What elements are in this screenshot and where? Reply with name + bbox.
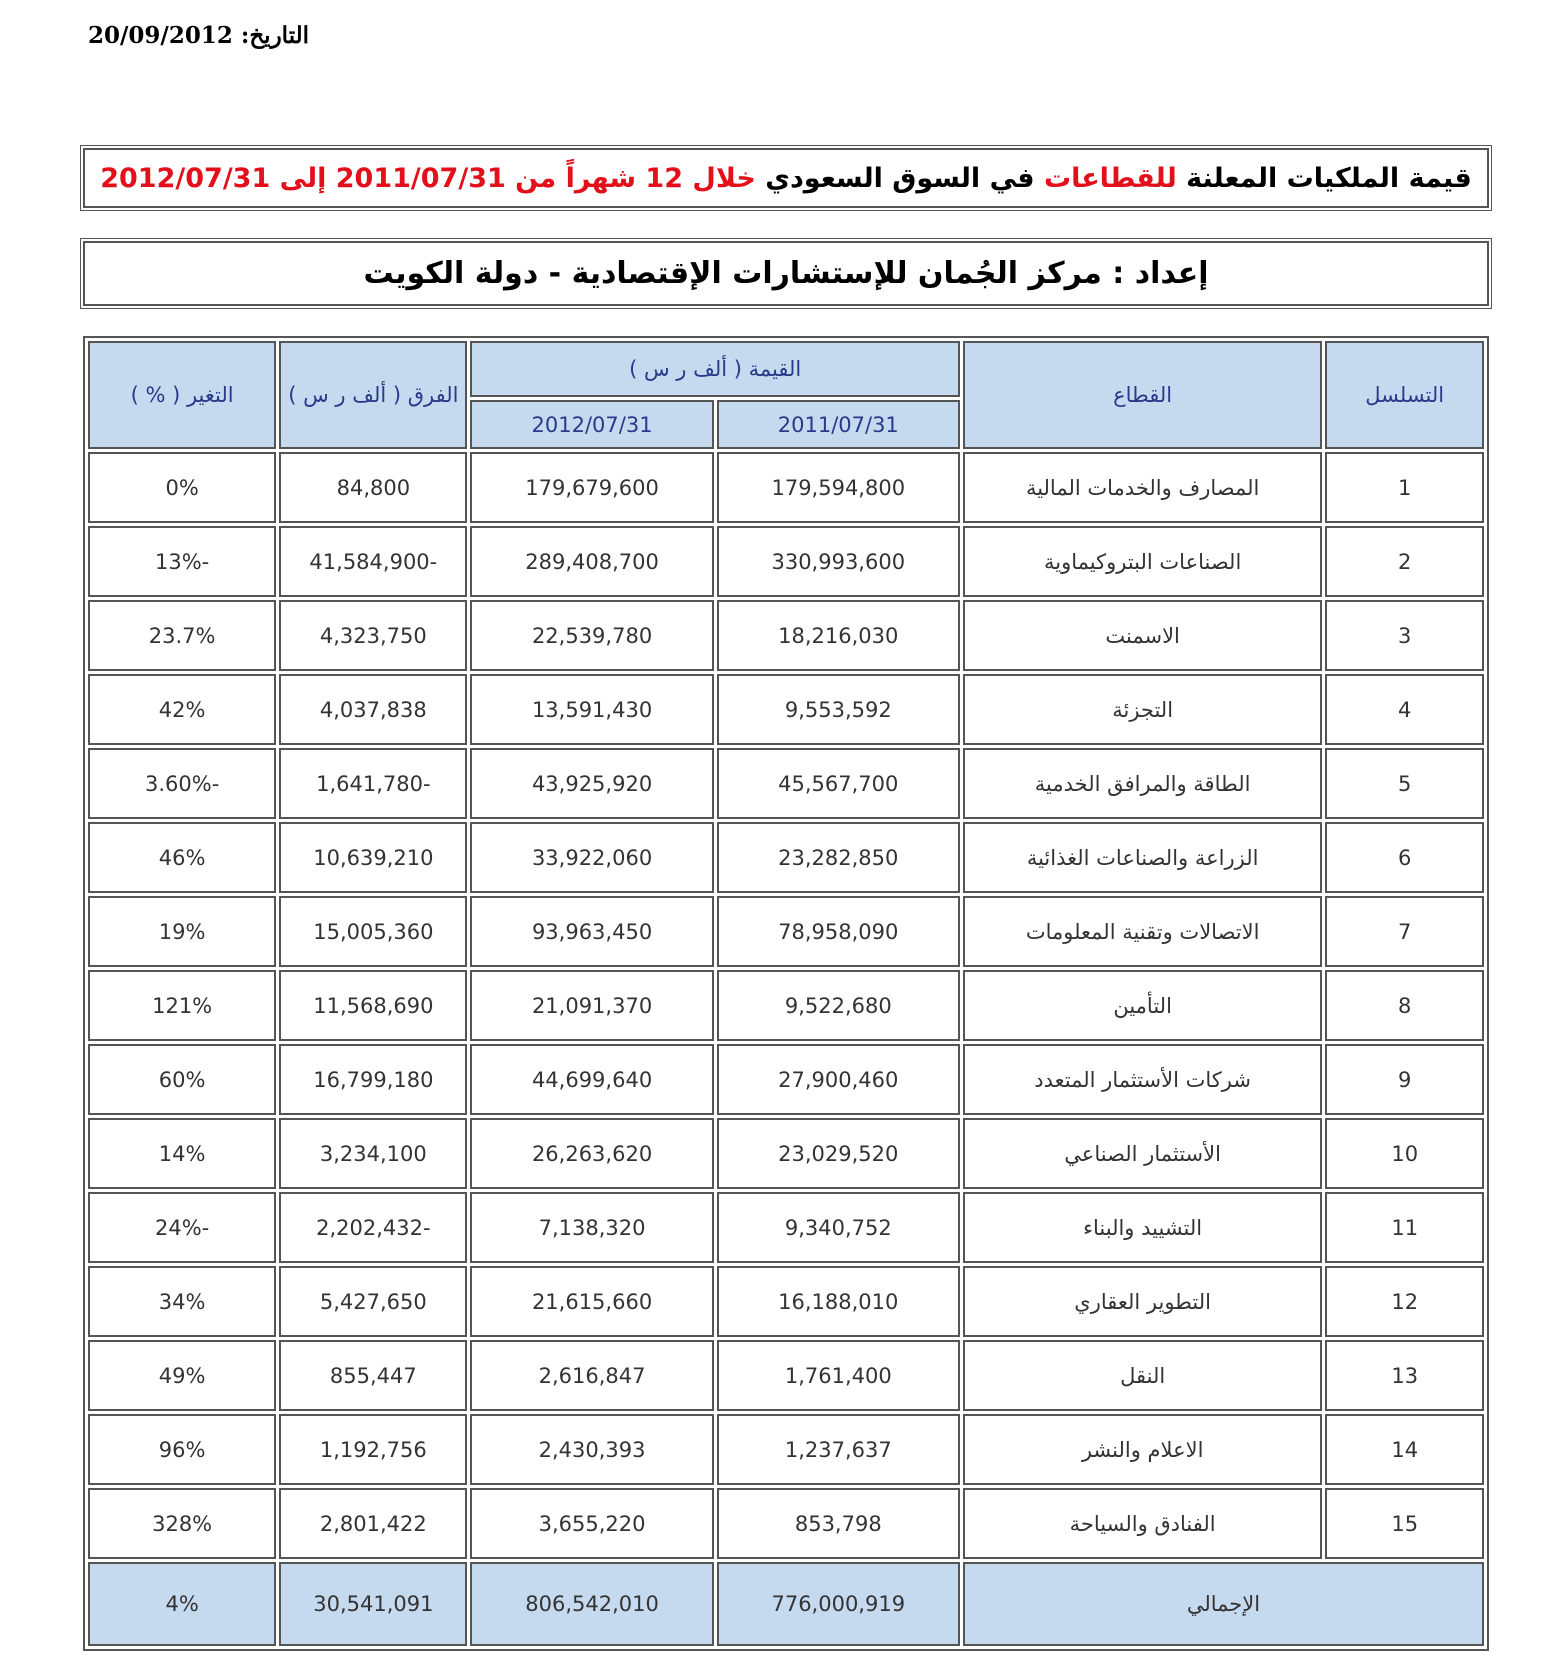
- cell-seq: 6: [1325, 822, 1484, 893]
- cell-diff: 2,801,422: [279, 1488, 467, 1559]
- cell-diff: 84,800: [279, 452, 467, 523]
- cell-seq: 13: [1325, 1340, 1484, 1411]
- header-diff: الفرق ( ألف ر س ): [279, 341, 467, 449]
- cell-value-2011: 16,188,010: [717, 1266, 960, 1337]
- cell-change: 42%: [88, 674, 276, 745]
- table-row: [88, 822, 1484, 893]
- cell-value-2011: 9,522,680: [717, 970, 960, 1041]
- cell-value-2012: 44,699,640: [470, 1044, 713, 1115]
- cell-sector: التأمين: [963, 970, 1323, 1041]
- cell-seq: 9: [1325, 1044, 1484, 1115]
- cell-diff: 11,568,690: [279, 970, 467, 1041]
- cell-change: 0%: [88, 452, 276, 523]
- table-row: [88, 970, 1484, 1041]
- cell-seq: 5: [1325, 748, 1484, 819]
- cell-seq: 4: [1325, 674, 1484, 745]
- report-date: التاريخ: 20/09/2012: [88, 22, 310, 49]
- total-diff: 30,541,091: [279, 1562, 467, 1646]
- header-value: القيمة ( ألف ر س ): [470, 341, 959, 397]
- cell-value-2011: 78,958,090: [717, 896, 960, 967]
- cell-diff: 855,447: [279, 1340, 467, 1411]
- cell-seq: 3: [1325, 600, 1484, 671]
- cell-value-2012: 2,430,393: [470, 1414, 713, 1485]
- cell-value-2011: 9,340,752: [717, 1192, 960, 1263]
- cell-value-2011: 1,761,400: [717, 1340, 960, 1411]
- title-part-1: قيمة الملكيات المعلنة: [1176, 162, 1472, 194]
- cell-value-2011: 45,567,700: [717, 748, 960, 819]
- table-row: [88, 1192, 1484, 1263]
- table-row: [88, 748, 1484, 819]
- cell-sector: النقل: [963, 1340, 1323, 1411]
- cell-value-2012: 13,591,430: [470, 674, 713, 745]
- cell-value-2012: 3,655,220: [470, 1488, 713, 1559]
- cell-sector: الزراعة والصناعات الغذائية: [963, 822, 1323, 893]
- cell-sector: الأستثمار الصناعي: [963, 1118, 1323, 1189]
- total-change: 4%: [88, 1562, 276, 1646]
- cell-diff: 10,639,210: [279, 822, 467, 893]
- total-label: الإجمالي: [963, 1562, 1484, 1646]
- header-change: التغير ( % ): [88, 341, 276, 449]
- cell-value-2011: 9,553,592: [717, 674, 960, 745]
- table-row: [88, 1118, 1484, 1189]
- cell-sector: الطاقة والمرافق الخدمية: [963, 748, 1323, 819]
- cell-change: 60%: [88, 1044, 276, 1115]
- title-part-2: للقطاعات: [1043, 162, 1177, 194]
- cell-change: -24%: [88, 1192, 276, 1263]
- cell-seq: 11: [1325, 1192, 1484, 1263]
- cell-value-2012: 179,679,600: [470, 452, 713, 523]
- cell-seq: 7: [1325, 896, 1484, 967]
- cell-diff: 3,234,100: [279, 1118, 467, 1189]
- cell-sector: الاتصالات وتقنية المعلومات: [963, 896, 1323, 967]
- prepared-by-banner: [83, 241, 1489, 306]
- cell-change: 34%: [88, 1266, 276, 1337]
- cell-seq: 1: [1325, 452, 1484, 523]
- header-date-2012: 2012/07/31: [470, 400, 713, 449]
- title-part-4: خلال 12 شهراً من 2011/07/31 إلى 2012/07/31: [100, 162, 756, 194]
- cell-value-2012: 21,091,370: [470, 970, 713, 1041]
- cell-change: 19%: [88, 896, 276, 967]
- cell-change: 121%: [88, 970, 276, 1041]
- cell-diff: -2,202,432: [279, 1192, 467, 1263]
- table-row: [88, 1488, 1484, 1559]
- header-seq: التسلسل: [1325, 341, 1484, 449]
- total-2011: 776,000,919: [717, 1562, 960, 1646]
- cell-change: 46%: [88, 822, 276, 893]
- cell-sector: التجزئة: [963, 674, 1323, 745]
- cell-value-2012: 26,263,620: [470, 1118, 713, 1189]
- cell-seq: 8: [1325, 970, 1484, 1041]
- cell-value-2011: 18,216,030: [717, 600, 960, 671]
- cell-seq: 14: [1325, 1414, 1484, 1485]
- cell-value-2012: 22,539,780: [470, 600, 713, 671]
- cell-value-2012: 7,138,320: [470, 1192, 713, 1263]
- cell-diff: 4,323,750: [279, 600, 467, 671]
- cell-sector: شركات الأستثمار المتعدد: [963, 1044, 1323, 1115]
- table-row: [88, 896, 1484, 967]
- report-title: [83, 148, 1489, 208]
- cell-seq: 15: [1325, 1488, 1484, 1559]
- cell-diff: 15,005,360: [279, 896, 467, 967]
- cell-seq: 10: [1325, 1118, 1484, 1189]
- cell-sector: التطوير العقاري: [963, 1266, 1323, 1337]
- cell-sector: الصناعات البتروكيماوية: [963, 526, 1323, 597]
- cell-sector: الفنادق والسياحة: [963, 1488, 1323, 1559]
- cell-value-2011: 330,993,600: [717, 526, 960, 597]
- cell-change: 14%: [88, 1118, 276, 1189]
- cell-diff: 4,037,838: [279, 674, 467, 745]
- cell-change: 328%: [88, 1488, 276, 1559]
- cell-change: -13%: [88, 526, 276, 597]
- table-row: [88, 1044, 1484, 1115]
- cell-value-2012: 21,615,660: [470, 1266, 713, 1337]
- total-2012: 806,542,010: [470, 1562, 713, 1646]
- cell-value-2012: 43,925,920: [470, 748, 713, 819]
- table-row: [88, 526, 1484, 597]
- cell-value-2011: 179,594,800: [717, 452, 960, 523]
- table-row: [88, 452, 1484, 523]
- cell-value-2012: 289,408,700: [470, 526, 713, 597]
- cell-sector: المصارف والخدمات المالية: [963, 452, 1323, 523]
- sector-ownership-table: [83, 336, 1489, 1651]
- cell-sector: الاسمنت: [963, 600, 1323, 671]
- total-row: [88, 1562, 1484, 1646]
- table-row: [88, 1414, 1484, 1485]
- prepared-by-text: إعداد : مركز الجُمان للإستشارات الإقتصادية - دولة الكويت: [363, 256, 1209, 291]
- cell-value-2011: 1,237,637: [717, 1414, 960, 1485]
- header-date-2011: 2011/07/31: [717, 400, 960, 449]
- cell-value-2012: 93,963,450: [470, 896, 713, 967]
- table-row: [88, 1266, 1484, 1337]
- table-row: [88, 600, 1484, 671]
- cell-change: 96%: [88, 1414, 276, 1485]
- cell-value-2011: 853,798: [717, 1488, 960, 1559]
- table-row: [88, 674, 1484, 745]
- cell-value-2011: 23,282,850: [717, 822, 960, 893]
- table-row: [88, 1340, 1484, 1411]
- cell-seq: 12: [1325, 1266, 1484, 1337]
- cell-value-2012: 33,922,060: [470, 822, 713, 893]
- header-sector: القطاع: [963, 341, 1323, 449]
- cell-sector: الاعلام والنشر: [963, 1414, 1323, 1485]
- cell-diff: -1,641,780: [279, 748, 467, 819]
- cell-change: 49%: [88, 1340, 276, 1411]
- cell-diff: 16,799,180: [279, 1044, 467, 1115]
- cell-value-2011: 27,900,460: [717, 1044, 960, 1115]
- header-row: [88, 341, 1484, 397]
- cell-change: 23.7%: [88, 600, 276, 671]
- cell-diff: 5,427,650: [279, 1266, 467, 1337]
- cell-diff: -41,584,900: [279, 526, 467, 597]
- cell-sector: التشييد والبناء: [963, 1192, 1323, 1263]
- cell-change: -3.60%: [88, 748, 276, 819]
- cell-value-2012: 2,616,847: [470, 1340, 713, 1411]
- cell-seq: 2: [1325, 526, 1484, 597]
- title-part-3: في السوق السعودي: [755, 162, 1044, 194]
- table-body: [88, 452, 1484, 1559]
- cell-value-2011: 23,029,520: [717, 1118, 960, 1189]
- cell-diff: 1,192,756: [279, 1414, 467, 1485]
